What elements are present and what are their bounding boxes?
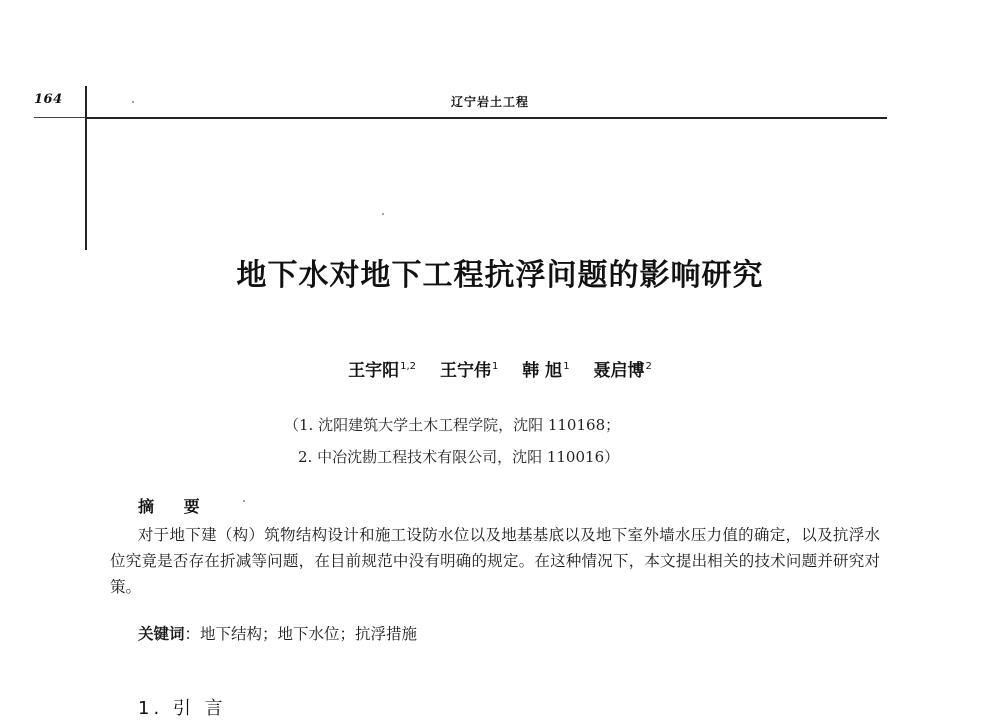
author-name: 韩 旭: [522, 361, 563, 381]
abstract-heading: 摘 要: [138, 497, 212, 516]
section-heading: 1. 引 言: [138, 698, 227, 719]
keywords-label: 关键词: [138, 625, 185, 643]
header-rule: [85, 117, 887, 119]
page-number: 164: [34, 92, 63, 107]
author-name: 王宇阳: [348, 361, 400, 381]
author: [593, 361, 651, 381]
author-affiliation-mark: 1: [491, 361, 499, 373]
margin-rule: [85, 86, 87, 250]
author-list: [200, 356, 800, 381]
author-affiliation-mark: 2: [645, 361, 652, 373]
author: [348, 361, 416, 381]
author-name: 聂启博: [593, 361, 645, 381]
journal-name: 辽宁岩土工程: [450, 95, 529, 109]
keywords-text: ：地下结构；地下水位；抗浮措施: [184, 625, 418, 643]
author-affiliation-mark: 1: [563, 361, 570, 373]
paper-title: 地下水对地下工程抗浮问题的影响研究: [236, 258, 764, 293]
author: [522, 361, 569, 381]
author-affiliation-mark: 1,2: [400, 361, 417, 373]
abstract-text: 对于地下建（构）筑物结构设计和施工设防水位以及地基基底以及地下室外墙水压力值的确定，以及抗浮水位究竟是否存在折减等问题，在目前规范中没有明确的规定。在这种情况下，本文提出相关的技术问题并研究对策。: [110, 526, 880, 596]
affiliation-2: 2. 中冶沈勘工程技术有限公司，沈阳 110016）: [298, 448, 620, 466]
affiliation-1: （1. 沈阳建筑大学土木工程学院，沈阳 110168；: [284, 416, 621, 434]
author-name: 王宁伟: [439, 361, 491, 381]
header-rule-left: [34, 117, 85, 118]
author: [440, 361, 498, 381]
scan-speck: [132, 101, 134, 103]
scan-speck: [243, 500, 245, 502]
keywords: [138, 622, 417, 644]
scan-speck: [382, 213, 384, 215]
